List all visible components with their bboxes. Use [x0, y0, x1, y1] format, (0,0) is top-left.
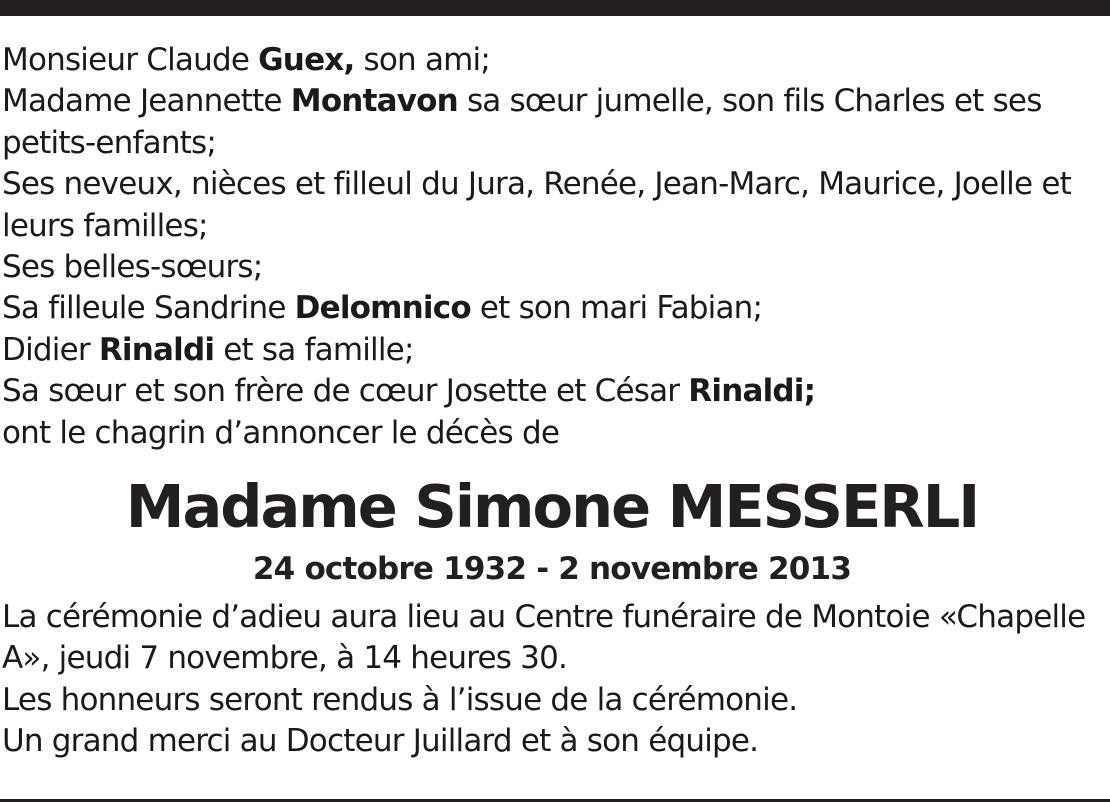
- family-line-5: leurs familles;: [2, 207, 208, 244]
- text-segment: Didier: [2, 331, 99, 368]
- family-line-9: [2, 371, 1102, 412]
- text-segment: sa sœur jumelle, son fils Charles et ses: [457, 83, 1042, 120]
- surname-bold: Delomnico: [294, 290, 471, 327]
- surname-bold: Guex,: [258, 42, 355, 78]
- text-segment: et son mari Fabian;: [470, 290, 763, 327]
- text-segment: Sa filleule Sandrine: [2, 290, 295, 327]
- family-line-4: Ses neveux, nièces et filleul du Jura, Renée, Jean-Marc, Maurice, Joelle et: [2, 166, 1071, 203]
- obituary-notice: [2, 40, 1102, 763]
- text-segment: Monsieur Claude: [2, 42, 259, 78]
- family-line-7: [2, 288, 1102, 329]
- family-line-2: [2, 81, 1102, 122]
- surname-bold: Montavon: [290, 83, 458, 120]
- surname-bold: Rinaldi: [98, 331, 215, 368]
- text-segment: Madame Jeannette: [2, 83, 291, 120]
- ceremony-line-3: Les honneurs seront rendus à l’issue de la cérémonie.: [2, 681, 798, 718]
- text-segment: son ami;: [354, 42, 490, 78]
- top-border-bar: [0, 0, 1110, 16]
- ceremony-line-4: Un grand merci au Docteur Juillard et à son équipe.: [2, 723, 759, 760]
- announcement-line: ont le chagrin d’annoncer le décès de: [2, 414, 560, 451]
- family-line-3: petits-enfants;: [2, 124, 217, 161]
- life-dates: 24 octobre 1932 - 2 novembre 2013: [252, 551, 852, 588]
- family-line-1: [2, 40, 1102, 81]
- ceremony-line-2: A», jeudi 7 novembre, à 14 heures 30.: [2, 640, 568, 677]
- ceremony-line-1: La cérémonie d’adieu aura lieu au Centre funéraire de Montoie «Chapelle: [2, 599, 1086, 636]
- family-line-6: Ses belles-sœurs;: [2, 249, 263, 286]
- deceased-name: Madame Simone MESSERLI: [125, 472, 979, 542]
- family-line-8: [2, 330, 1102, 371]
- text-segment: et sa famille;: [214, 331, 414, 368]
- text-segment: Sa sœur et son frère de cœur Josette et César: [2, 373, 689, 410]
- surname-bold: Rinaldi;: [688, 373, 816, 410]
